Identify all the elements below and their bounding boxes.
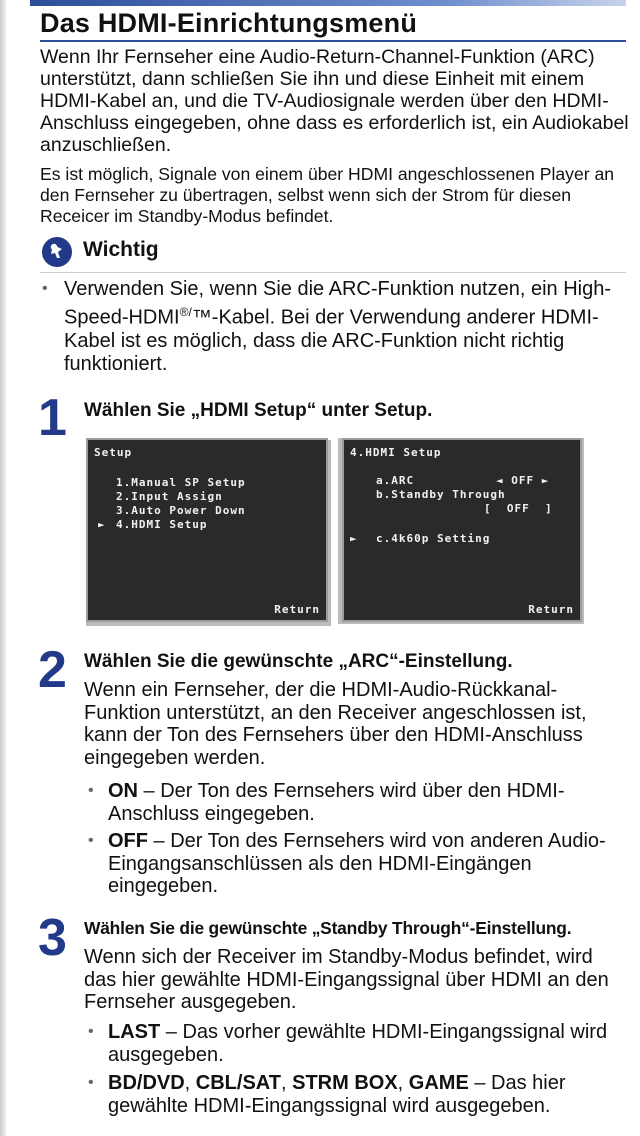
title-divider [40, 40, 626, 42]
step-3-body: Wenn sich der Receiver im Standby-Modus befindet, wird das hier gewählte HDMI-Eingangssignal über HDMI an den Fernseher ausgegeben. [84, 946, 609, 1013]
step-3-heading: Wählen Sie die gewünschte „Standby Through“-Einstellung. [84, 918, 572, 938]
option-sources: BD/DVD, CBL/SAT, STRM BOX, GAME – Das hier gewählte HDMI-Eingangssignal wird ausgegeben. [108, 1072, 566, 1117]
intro-paragraph: Wenn Ihr Fernseher eine Audio-Return-Channel-Funktion (ARC) unterstützt, dann schließen Sie ihn und diese Einheit mit einem HDMI-Kabel an, und die TV-Audiosignale werden über den HDMI-Anschluss eingegeben, ohne dass es erforderlich ist, ein Audiokabel anzuschließen. [40, 46, 629, 156]
cursor-icon: ► [98, 518, 106, 531]
return-label: Return [274, 603, 320, 616]
arc-label: a.ARC [376, 474, 415, 487]
header-bar [30, 0, 626, 6]
bullet: • [88, 782, 94, 799]
option-on: ON – Der Ton des Fernsehers wird über den HDMI-Anschluss eingegeben. [108, 780, 565, 825]
bullet: • [42, 280, 48, 297]
return-label: Return [528, 603, 574, 616]
bullet: • [88, 1074, 94, 1091]
important-heading: Wichtig [83, 238, 159, 261]
menu-item: 3.Auto Power Down [116, 504, 246, 517]
step-2-heading: Wählen Sie die gewünschte „ARC“-Einstellung. [84, 651, 513, 672]
bullet: • [88, 1023, 94, 1040]
screen-title: Setup [94, 446, 133, 459]
page-title: Das HDMI-Einrichtungsmenü [40, 8, 418, 38]
cursor-icon: ► [350, 532, 358, 545]
step-number-3: 3 [38, 909, 67, 967]
arc-value: ◄ OFF ► [496, 474, 550, 487]
screen-title: 4.HDMI Setup [350, 446, 442, 459]
option-last: LAST – Das vorher gewählte HDMI-Eingangssignal wird ausgegeben. [108, 1021, 608, 1066]
step-2-body: Wenn ein Fernseher, der die HDMI-Audio-Rückkanal-Funktion unterstützt, an den Receiver angeschlossen ist, kann der Ton des Fernsehers über den HDMI-Anschluss eingegeben werden. [84, 679, 587, 769]
step-number-2: 2 [38, 641, 67, 699]
step-1-heading: Wählen Sie „HDMI Setup“ unter Setup. [84, 400, 433, 421]
step-number-1: 1 [38, 389, 67, 447]
important-divider [40, 272, 626, 273]
menu-item-selected: 4.HDMI Setup [116, 518, 208, 531]
intro-paragraph-2: Es ist möglich, Signale von einem über HDMI angeschlossenen Player an den Fernseher zu übertragen, selbst wenn sich der Strom für diesen Receicer im Standby-Modus befindet. [40, 164, 615, 226]
menu-item: 1.Manual SP Setup [116, 476, 246, 489]
setup-menu-screen [86, 438, 328, 622]
hdmi-setup-screen [342, 438, 582, 622]
standby-value: [ OFF ] [484, 502, 553, 515]
standby-label: b.Standby Through [376, 488, 506, 501]
option-off: OFF – Der Ton des Fernsehers wird von anderen Audio-Eingangsanschlüssen als den HDMI-Eingängen eingegeben. [108, 830, 606, 897]
menu-item: 2.Input Assign [116, 490, 223, 503]
setting-label: c.4k60p Setting [376, 532, 491, 545]
page-edge [0, 0, 6, 1136]
bullet: • [88, 832, 94, 849]
important-text: Verwenden Sie, wenn Sie die ARC-Funktion nutzen, ein High-Speed-HDMI®/™-Kabel. Bei der Verwendung anderer HDMI-Kabel ist es möglich, dass die ARC-Funktion nicht richtig funktioniert. [64, 278, 611, 375]
pin-icon [42, 237, 72, 267]
